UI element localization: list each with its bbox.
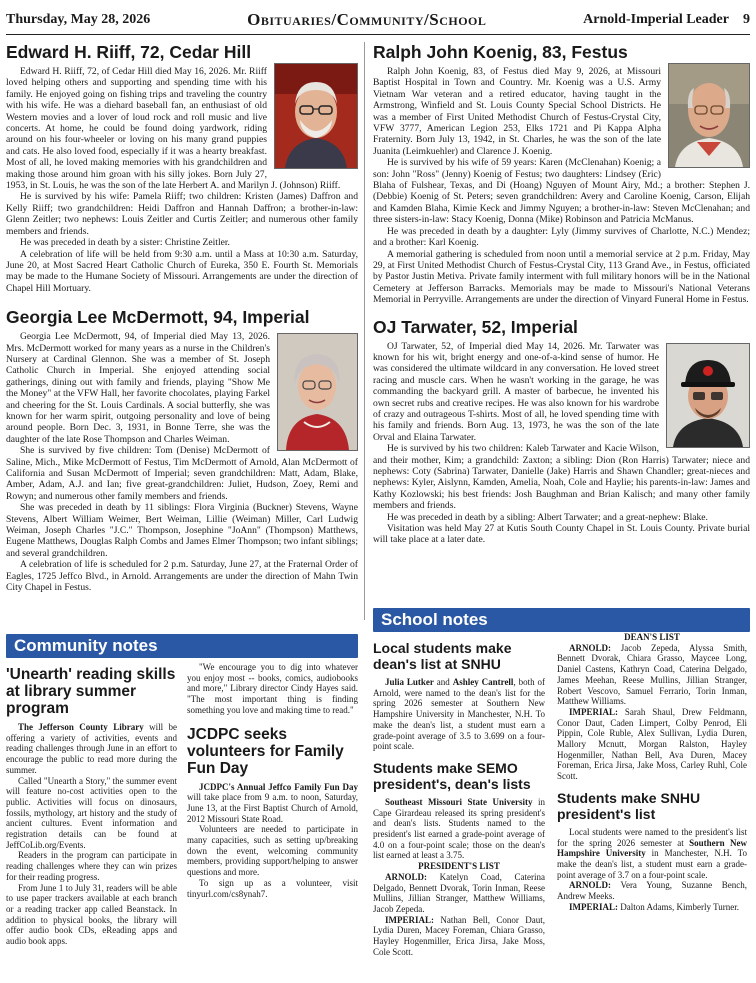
semo-lead: Southeast Missouri State University: [385, 796, 533, 807]
jcdpc-headline: JCDPC seeks volunteers for Family Fun Day: [187, 725, 344, 777]
school-col-2: [557, 632, 747, 957]
obit-paragraph: She is survived by five children: Tom (Denise) McDermott of Saline, Mich., Mike McDermott of Festus, Tim McDermott of Arnold, Alan McDermott of California and Susan McDermott of Imperial; seven grandchildren: Matt, Adam, Blake, Amber, Adam, A.J. and Ian; five great-grandchildren: Juliet, Hudson, Zoey, Remi and Rowyn; and numerous other family members and friends.: [6, 445, 358, 502]
unearth-body: [6, 722, 177, 947]
obit-paragraph: Visitation was held May 27 at Kutis South County Chapel in St. Louis County. Private burial will take place at a later date.: [373, 523, 750, 546]
snhu-president-headline: Students make SNHU president's list: [557, 789, 701, 822]
portrait-man-cap-image: [667, 344, 749, 447]
column-divider: [364, 42, 365, 620]
snhu-dean-body: [373, 677, 545, 752]
school-columns: [373, 632, 750, 957]
town-label: ARNOLD:: [385, 871, 427, 882]
obit-body-mcdermott: [6, 331, 358, 593]
obit-paragraph: Georgia Lee McDermott, 94, of Imperial died May 13, 2026. Mrs. McDermott worked for many years as a nurse in the Children's Nursery at Cardinal Glennon. She was a member of St. Joseph Catholic Church in Imperial. She enjoyed attending social gatherings, dining out with family and friends, playing "Show Me the Money" at the VFW Hall, her favorite chocolates, playing Farkel and cheering for the St. Louis Cardinals. A social butterfly, she was known for her warm spirit, outgoing personality and love of being around people. Born Dec. 3, 1931, in Bonne Terre, she was the daughter of the late Rose Thompson and Charles Weiman.: [6, 331, 270, 445]
snhu-pres-text: in Manchester, N.H. To make the dean's list, a student must earn a grade-point average of 3.7 on a four-point scale.: [557, 848, 747, 880]
jcdpc-paragraph: To sign up as a volunteer, visit tinyurl.com/cs8ynah7.: [187, 877, 358, 899]
town-label: IMPERIAL:: [569, 901, 618, 912]
page-number: 9: [743, 11, 750, 27]
semo-body: [373, 797, 545, 958]
left-obituaries: [6, 42, 358, 624]
right-obituaries: [373, 42, 750, 600]
portrait-man-bald-image: [669, 64, 749, 167]
unearth-headline: 'Unearth' reading skills at library summer program: [6, 666, 176, 717]
portrait-man-glasses-image: [275, 64, 357, 168]
conjunction-text: and: [433, 677, 453, 687]
obit-paragraph: He is survived by his wife of 59 years: Karen (McClenahan) Koenig; a son: John "Ross" (Jenny) Koenig of Festus; two daughters: Lindsey (Eric) Blaha of Fulshear, Texas, and Di (Hoang) Nguyen of Mount Airy, Md.; a brother: Stephen J. (Debbie) Koenig of St. Peters; seven grandchildren: Avery and Caroline Koenig, Carson, Elijah and Kamden Blaha, Kimie Keck and Jimmy Nguyen; a brother-in-law: Steven McClenahan; and three sisters-in-law: Stacy Koenig, Donna (Mike) Robinson and Patricia McManus.: [373, 157, 750, 226]
unearth-text: will be offering a variety of activities, events and reading challenges through June in an effort to encourage the public to read more during the summer.: [6, 722, 177, 775]
semo-headline: Students make SEMO president's, dean's lists: [373, 759, 531, 792]
community-col-1: [6, 662, 177, 947]
student-list: Vera Young, Suzanne Bench, Andrew Meeks.: [557, 880, 747, 902]
school-notes: [373, 608, 750, 980]
student-name: Ashley Cantrell: [452, 677, 514, 687]
student-name: Julia Lutker: [385, 677, 434, 687]
snhu-president-body: [557, 827, 747, 913]
section-title: Obituaries/Community/School: [247, 9, 487, 29]
snhu-lead: Southern New Hampshire University: [557, 837, 747, 859]
school-col-1: [373, 636, 545, 957]
obit-paragraph: Ralph John Koenig, 83, of Festus died May 9, 2026, at Missouri Baptist Hospital in Town and Country. Mr. Koenig was a U.S. Army Vietnam War veteran and a retired educator, having taught in the Armstrong, Winfield and St. Louis County Special School Districts. He was a member of First United Methodist Church of Festus-Crystal City, VFW 3777, American Legion 253, Elks 1721 and Pi Kappa Alpha Fraternity. Born July 13, 1942, in St. Charles, he was the son of the late Juanita (Leimkuehler) and Clarence J. Koenig.: [373, 66, 661, 157]
semo-dean-body: [557, 632, 747, 782]
obit-title-tarwater: OJ Tarwater, 52, Imperial: [373, 316, 578, 337]
student-list: Jacob Zepeda, Alyssa Smith, Bennett Dvorak, Chiara Grasso, Maycee Long, Daniel Castens, Kathryn Coad, Caterina Delgado, James Meehan, Reese Mullins, Jillian Stranger, Robert Vescovo, Samuel Ferrario, Torin Inman, Matthew Williams.: [557, 642, 747, 707]
issue-date: Thursday, May 28, 2026: [6, 11, 151, 27]
student-list: Nathan Bell, Conor Daut, Lydia Duren, Macey Foreman, Chiara Grasso, Hayley Hogenmiller, Erica Jirsa, Jake Moss, Cole Scott.: [373, 914, 545, 957]
jcdpc-lead: JCDPC's Annual Jeffco Family Fun Day: [199, 781, 358, 792]
community-col-2: [187, 662, 358, 947]
town-label: ARNOLD:: [569, 642, 611, 653]
obit-title-riiff: Edward H. Riiff, 72, Cedar Hill: [6, 42, 252, 62]
community-notes: [6, 634, 358, 980]
photo-koenig: [668, 63, 750, 168]
page-header: [6, 9, 750, 35]
town-label: IMPERIAL:: [385, 914, 434, 925]
photo-mcdermott: [277, 333, 358, 451]
snhu-dean-headline: Local students make dean's list at SNHU: [373, 640, 512, 672]
student-list: Katelyn Coad, Caterina Delgado, Bennett Dvorak, Torin Inman, Reese Mullins, Jillian Stranger, Matthew Williams, Jacob Zepeda.: [373, 871, 545, 914]
town-label: ARNOLD:: [569, 880, 611, 891]
student-list: Sarah Shaul, Drew Feldmann, Conor Daut, Caden Limpert, Colby Penrod, Eli Pippin, Cole Ruble, Alex Sullivan, Lydia Duren, Mallory Mcnutt, Morgan Ralston, Hayley Hogenmiller, Nathan Bell, Ava Duren, Macey Foreman, Erica Jirsa, Jake Moss, Carley Ruhl, Cole Scott.: [557, 706, 747, 782]
unearth-continued: [187, 662, 358, 716]
obit-title-koenig: Ralph John Koenig, 83, Festus: [373, 42, 628, 62]
presidents-list-heading: PRESIDENT'S LIST: [418, 861, 500, 872]
unearth-paragraph: Readers in the program can participate in reading challenges where they can win prizes for their reading progress.: [6, 850, 177, 882]
photo-tarwater: [666, 343, 750, 448]
community-notes-banner: Community notes: [6, 634, 358, 658]
paper-name: [583, 12, 750, 28]
obit-paragraph: A celebration of life will be held from 9:30 a.m. until a Mass at 10:30 a.m. Saturday, June 20, at Most Sacred Heart Catholic Church of Eureka, 350 E. Fourth St. Memorials may be made to the Humane Society of Missouri. Arrangements are under the direction of Chapel Hill Mortuary.: [6, 248, 358, 294]
jcdpc-text: will take place from 9 a.m. to noon, Saturday, June 13, at the First Baptist Church of Arnold, 2012 Missouri State Road.: [187, 792, 358, 824]
obit-paragraph: He was preceded in death by a sister: Christine Zeitler.: [20, 237, 230, 249]
portrait-woman-image: [278, 334, 357, 450]
deans-list-heading: DEAN'S LIST: [624, 632, 680, 642]
photo-riiff: [274, 63, 358, 169]
obit-title-mcdermott: Georgia Lee McDermott, 94, Imperial: [6, 307, 310, 328]
snhu-dean-text: , both of Arnold, were named to the dean's list for the spring 2026 semester at Southern New Hampshire University in Manchester, N.H. To make the dean's list, a student must earn a grade-point average of 3.5 to 3.699 on a four-point scale.: [373, 677, 545, 752]
obit-paragraph: He is survived by his wife: Pamela Riiff; two children: Kristen (James) Daffron and Kelly Riiff; two grandchildren: Heidi Daffron and Hannah Daffron; a brother-in-law: Glenn Zeitler; two nephews: Louis Zeitler and Curtis Zeitler; and numerous other family members and friends.: [6, 191, 358, 237]
obit-paragraph: She was preceded in death by 11 siblings: Flora Virginia (Buckner) Stevens, Wayne Stevens, Albert William Weimer, Bert Weiman, Lillie (Weiman) Miller, Carl Ludwig Weiman, Joseph Charles "J.C." Thompson, Josephine "JoAnn" (Thompson) Matthews, Eugene Matthews, Douglas Ralph Combs and James Elmer Thompson; two infant siblings; and several grandchildren.: [6, 502, 358, 559]
unearth-lead: The Jefferson County Library: [18, 722, 144, 732]
obit-paragraph: He was preceded in death by a daughter: Lyly (Jimmy survives of Charlotte, N.C.) Mendez; and a brother: Karl Koenig.: [373, 225, 750, 249]
obit-paragraph: A celebration of life is scheduled for 2 p.m. Saturday, June 27, at the Fraternal Order of Eagles, 1725 Jeffco Blvd., in Arnold. Arrangements are under the direction of Mahn Twin City Chapel in Festus.: [6, 559, 358, 594]
obit-paragraph: He is survived by his two children: Kaleb Tarwater and Kacie Wilson, and their mother, Kim; a grandchild: Zaxton; a sibling: Dion (Ron Harris) Tarwater; niece and nephews: Coty (Sabrina) Tarwater, Danielle (Jake) Harris and Shawn Chandler; great-nieces and nephews: Kyler, Aislynn, Kamden, Amelia, Noah, Cole and Haylie; his parents-in-law: James and Kathy Kozlowski; his best friends: Josh Baughman and Brian Kalisch; and many other family members and friends.: [373, 443, 750, 512]
town-label: IMPERIAL:: [569, 706, 618, 717]
obit-paragraph: He was preceded in death by a sibling: Albert Tarwater; and a great-nephew: Blake.: [387, 511, 708, 523]
obit-paragraph: OJ Tarwater, 52, of Imperial died May 14, 2026. Mr. Tarwater was known for his wit, bright energy and one-of-a-kind sense of humor. He was considered the ultimate wildcard in any conversation. He loved street racing and muscle cars. When he wasn't working in the garage, he was commanding the backyard grill. A master of barbecue, he invented his own secret rubs and creative recipes. He was also known for his wardrobe of crazy and outrageous T-shirts. Most of all, he loved spending time with his family and friends. Born Aug. 13, 1973, he was the son of the late Orval and Elaina Tarwater.: [373, 340, 659, 443]
semo-text: in Cape Girardeau released its spring president's and dean's lists. Students named to the president's list earned a grade-point average of 4.0 on a four-point scale; those on the dean's list earned at least a 3.75.: [373, 796, 545, 861]
unearth-paragraph: Called "Unearth a Story," the summer event will feature no-cost activities open to the public. Activities will focus on dinosaurs, fossils, mythology, art history and the study of ancient cultures. Event information and registration details can be found at JeffCoLib.org/Events.: [6, 775, 177, 850]
jcdpc-paragraph: Volunteers are needed to participate in many capacities, such as setting up/breaking down the event, welcoming community members, providing support/helping to answer questions and more.: [187, 824, 358, 878]
snhu-pres-text: Local students were named to the president's list for the spring 2026 semester at: [557, 826, 747, 848]
paper-title: Arnold-Imperial Leader: [583, 11, 729, 27]
unearth-paragraph: From June 1 to July 31, readers will be able to use paper trackers available at each branch or a reading tracker app called Beanstack. In addition to physical books, the library will offer audio book CDs, eReading apps and audio book apps.: [6, 882, 177, 947]
obit-body-tarwater: [373, 341, 750, 546]
school-notes-banner: School notes: [373, 608, 750, 632]
unearth-quote: "We encourage you to dig into whatever you enjoy most -- books, comics, audiobooks and more," Library director Cindy Hayes said. "The most important thing is finding something you love and making time to read.": [187, 662, 358, 715]
obit-paragraph: Edward H. Riiff, 72, of Cedar Hill died May 16, 2026. Mr. Riiff loved helping others and supporting and spending time with his family. He enjoyed going on fishing trips and traveling the country with his wife. He was a diehard baseball fan, an enthusiast of old Western movies and a lover of loud rock and roll music and live concerts. At home, he could be found doing yardwork, riding around on his four-wheeler or loving on his many grand puppies and cats. He also loved food, especially if it was a hearty breakfast. Most of all, he loved making memories with his grandchildren and making those around him groan with his silly jokes. Born July 27, 1953, in St. Louis, he was the son of the late Herbert A. and Marilyn J. (Johnson) Riiff.: [6, 66, 341, 192]
obit-body-riiff: [6, 66, 358, 294]
obit-paragraph: A memorial gathering is scheduled from noon until a memorial service at 2 p.m. Friday, May 29, at First United Methodist Church of Festus-Crystal City, 113 Grand Ave., in Festus, officiated by Pastor Justin Metiva. Private family interment with full military honors will be in the National Cemetery at Jefferson Barracks. Memorials may be made to Missouri's National Veterans Memorial in Perryville. Arrangements are under the direction of Vinyard Funeral Home in Festus.: [373, 248, 750, 306]
obit-body-koenig: [373, 66, 750, 306]
jcdpc-body: [187, 782, 358, 900]
student-list: Dalton Adams, Kimberly Turner.: [618, 901, 739, 912]
community-columns: [6, 662, 358, 947]
